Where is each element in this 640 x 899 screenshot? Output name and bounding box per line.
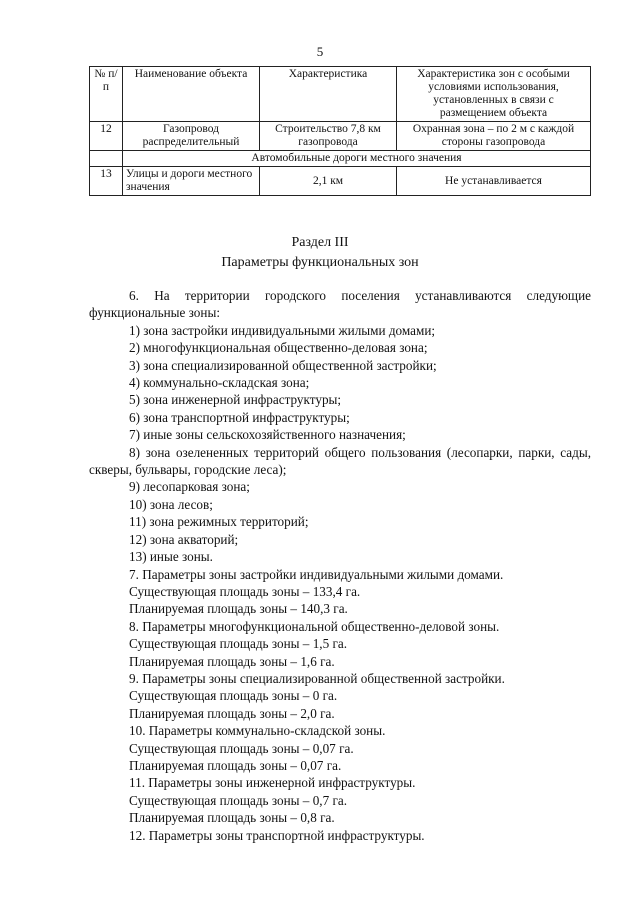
paragraph: 11. Параметры зоны инженерной инфраструктуры. bbox=[129, 775, 416, 791]
list-item: 3) зона специализированной общественной застройки; bbox=[129, 357, 437, 373]
cell-zone-characteristic: Охранная зона – по 2 м с каждой стороны газопровода bbox=[397, 122, 591, 151]
table-row bbox=[90, 167, 591, 196]
list-item: 9) лесопарковая зона; bbox=[129, 479, 250, 495]
list-item: 11) зона режимных территорий; bbox=[129, 514, 309, 530]
paragraph: 6. На территории городского поселения устанавливаются следующие функциональные зоны: bbox=[89, 288, 591, 321]
page-number: 5 bbox=[316, 44, 324, 59]
paragraph: Планируемая площадь зоны – 0,8 га. bbox=[129, 810, 335, 826]
cell-characteristic: Строительство 7,8 км газопровода bbox=[260, 122, 397, 151]
paragraph: 12. Параметры зоны транспортной инфраструктуры. bbox=[129, 827, 425, 843]
cell-name: Газопровод распределительный bbox=[123, 122, 260, 151]
list-item: 10) зона лесов; bbox=[129, 496, 213, 512]
paragraph: Существующая площадь зоны – 1,5 га. bbox=[129, 636, 348, 652]
paragraph: 8. Параметры многофункциональной общественно-деловой зоны. bbox=[129, 618, 500, 634]
cell-characteristic: 2,1 км bbox=[260, 167, 397, 196]
list-item: 5) зона инженерной инфраструктуры; bbox=[129, 392, 342, 408]
document-body bbox=[89, 287, 591, 844]
header-name: Наименование объекта bbox=[123, 67, 260, 122]
cell-group-title: Автомобильные дороги местного значения bbox=[123, 151, 591, 167]
cell-number: 12 bbox=[90, 122, 123, 151]
paragraph: Планируемая площадь зоны – 2,0 га. bbox=[129, 705, 335, 721]
list-item: 2) многофункциональная общественно-деловая зона; bbox=[129, 340, 428, 356]
table-row bbox=[90, 122, 591, 151]
table-group-row bbox=[90, 151, 591, 167]
objects-table bbox=[89, 66, 591, 196]
paragraph: Планируемая площадь зоны – 0,07 га. bbox=[129, 757, 342, 773]
header-characteristic: Характеристика bbox=[260, 67, 397, 122]
list-item: 4) коммунально-складская зона; bbox=[129, 375, 310, 391]
paragraph: 10. Параметры коммунально-складской зоны. bbox=[129, 723, 386, 739]
paragraph: Существующая площадь зоны – 0,07 га. bbox=[129, 740, 354, 756]
paragraph: 7. Параметры зоны застройки индивидуальными жилыми домами. bbox=[129, 566, 504, 582]
paragraph: Существующая площадь зоны – 133,4 га. bbox=[129, 583, 361, 599]
list-item: 12) зона акваторий; bbox=[129, 531, 239, 547]
paragraph: Планируемая площадь зоны – 1,6 га. bbox=[129, 653, 335, 669]
cell-empty bbox=[90, 151, 123, 167]
section-label: Раздел III bbox=[291, 235, 349, 250]
paragraph: Существующая площадь зоны – 0,7 га. bbox=[129, 792, 348, 808]
paragraph: Планируемая площадь зоны – 140,3 га. bbox=[129, 601, 348, 617]
section-heading bbox=[0, 233, 640, 273]
paragraph: 9. Параметры зоны специализированной общественной застройки. bbox=[129, 670, 505, 686]
header-number: № п/п bbox=[90, 67, 123, 122]
list-item: 13) иные зоны. bbox=[129, 549, 213, 565]
cell-name: Улицы и дороги местного значения bbox=[123, 167, 260, 196]
list-item: 1) зона застройки индивидуальными жилыми домами; bbox=[129, 322, 436, 338]
cell-number: 13 bbox=[90, 167, 123, 196]
header-zone-characteristic: Характеристика зон с особыми условиями использования, установленных в связи с размещением объекта bbox=[397, 67, 591, 122]
list-item: 7) иные зоны сельскохозяйственного назначения; bbox=[129, 427, 406, 443]
cell-zone-characteristic: Не устанавливается bbox=[397, 167, 591, 196]
table-header-row bbox=[90, 67, 591, 122]
list-item: 8) зона озелененных территорий общего пользования (лесопарки, парки, сады, скверы, бульвары, городские леса); bbox=[89, 444, 591, 478]
list-item: 6) зона транспортной инфраструктуры; bbox=[129, 409, 350, 425]
paragraph: Существующая площадь зоны – 0 га. bbox=[129, 688, 338, 704]
section-title: Параметры функциональных зон bbox=[221, 255, 419, 270]
